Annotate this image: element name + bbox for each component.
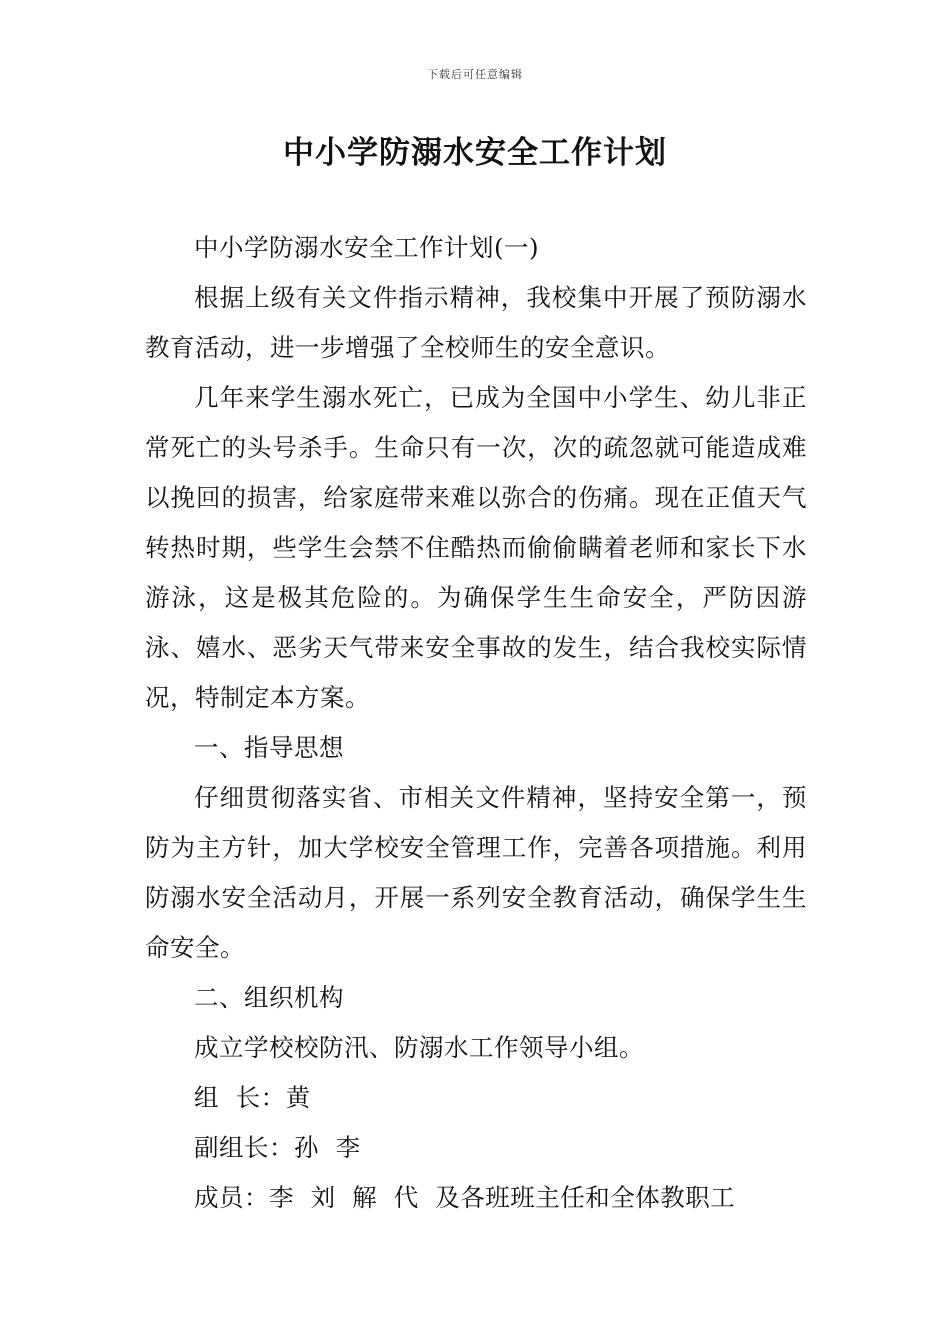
intro-paragraph: 根据上级有关文件指示精神，我校集中开展了预防溺水教育活动，进一步增强了全校师生的安全意识。 bbox=[145, 283, 807, 362]
background-paragraph: 几年来学生溺水死亡，已成为全国中小学生、幼儿非正常死亡的头号杀手。生命只有一次，次的疏忽就可能造成难以挽回的损害，给家庭带来难以弥合的伤痛。现在正值天气转热时期，些学生会禁不住酷热而偷偷瞒着老师和家长下水游泳，这是极其危险的。为确保学生生命安全，严防因游泳、嬉水、恶劣天气带来安全事故的发生，结合我校实际情况，特制定本方案。 bbox=[145, 383, 807, 712]
section-heading-guiding-ideology: 一、指导思想 bbox=[194, 733, 344, 762]
deputy-leader-line: 副组长：孙 李 bbox=[194, 1133, 361, 1162]
section-heading-organization: 二、组织机构 bbox=[194, 983, 344, 1012]
members-line: 成员：李 刘 解 代 及各班班主任和全体教职工 bbox=[194, 1183, 736, 1212]
document-title: 中小学防溺水安全工作计划 bbox=[283, 135, 667, 171]
guiding-ideology-paragraph: 仔细贯彻落实省、市相关文件精神，坚持安全第一，预防为主方针，加大学校安全管理工作，完善各项措施。利用防溺水安全活动月，开展一系列安全教育活动，确保学生生命安全。 bbox=[145, 783, 807, 962]
header-note: 下载后可任意编辑 bbox=[427, 68, 523, 81]
team-leader-line: 组 长：黄 bbox=[194, 1083, 311, 1112]
document-body bbox=[145, 223, 807, 1223]
subtitle-paragraph: 中小学防溺水安全工作计划(一) bbox=[194, 233, 540, 262]
organization-paragraph: 成立学校校防汛、防溺水工作领导小组。 bbox=[194, 1033, 644, 1062]
